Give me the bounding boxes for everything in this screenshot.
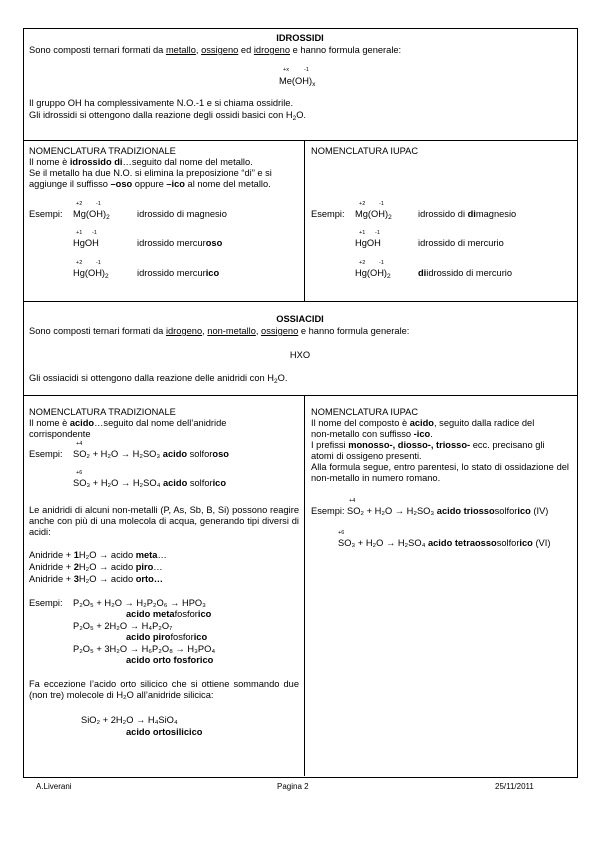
phosphoric-eq-2: P₂O₅ + 2H₂O → H₄P₂O₇ bbox=[73, 621, 173, 631]
esempi-label: Esempi: bbox=[311, 209, 345, 219]
oxidation-number: +4 bbox=[349, 498, 356, 504]
oxidation-number: +2 bbox=[359, 201, 366, 207]
iupac-line-2: non-metallo con suffisso -ico. bbox=[311, 429, 433, 439]
iupac-line-4: atomi di ossigeno presenti. bbox=[311, 451, 422, 461]
iupac-line-1: Il nome del composto è acido, seguito dalla radice del bbox=[311, 418, 535, 428]
compound-name: idrossido mercurico bbox=[137, 268, 220, 278]
paragraph-anidridi: Le anidridi di alcuni non-metalli (P, As, Sb, B, Si) possono reagire anche con più di una molecola di acqua, generando tipi diversi di acidi: bbox=[29, 505, 299, 538]
compound-name: idrossido di magnesio bbox=[137, 209, 227, 219]
trad-line-1: Il nome è acido…seguito dal nome dell’anidride bbox=[29, 418, 227, 428]
oh-line: Il gruppo OH ha complessivamente N.O.-1 e si chiama ossidrile. bbox=[29, 98, 294, 108]
heading-iupac: NOMENCLATURA IUPAC bbox=[311, 407, 419, 417]
phosphoric-eq-3: P₂O₅ + 3H₂O → H₆P₂O₈ → H₃PO₄ bbox=[73, 644, 216, 654]
column-divider bbox=[304, 395, 305, 776]
esempi-label: Esempi: bbox=[29, 598, 63, 608]
formula: $Hg(OH)_2$ bbox=[355, 268, 391, 280]
compound-name: diidrossido di mercurio bbox=[418, 268, 513, 278]
iupac-example-2: SO₃ + H₂O → H₂SO₄ acido tetraossosolforico (VI) bbox=[338, 538, 551, 548]
formula: HgOH bbox=[73, 238, 99, 248]
general-formula: HXO bbox=[289, 350, 311, 360]
oxidation-number: +1 bbox=[76, 230, 83, 236]
oxidation-number: +2 bbox=[359, 260, 366, 266]
oxidation-number: -1 bbox=[96, 201, 101, 207]
oxidation-number: +4 bbox=[76, 441, 83, 447]
oxidation-number: +x bbox=[283, 67, 289, 73]
anidride-piro: Anidride + 2H₂O → acido piro… bbox=[29, 562, 163, 572]
paragraph-silicico: Fa eccezione l’acido orto silicico che si ottiene sommando due (non tre) molecole di H₂O all’anidride silicica: bbox=[29, 679, 299, 701]
oxidation-number: +6 bbox=[338, 530, 345, 536]
column-divider bbox=[304, 140, 305, 301]
compound-name: idrossido di dimagnesio bbox=[418, 209, 517, 219]
heading-trad: NOMENCLATURA TRADIZIONALE bbox=[29, 407, 176, 417]
idrossidi-intro: Sono composti ternari formati da metallo, ossigeno ed idrogeno e hanno formula generale: bbox=[29, 45, 402, 55]
esempi-label: Esempi: bbox=[311, 506, 345, 516]
oxidation-number: +1 bbox=[359, 230, 366, 236]
example-1-eq: SO₂ + H₂O → H₂SO₃ acido solforoso bbox=[73, 449, 229, 459]
phosphoric-name-3: acido orto fosforico bbox=[126, 655, 214, 665]
phosphoric-name-2: acido pirofosforico bbox=[126, 632, 208, 642]
oxidation-number: +2 bbox=[76, 201, 83, 207]
phosphoric-name-1: acido metafosforico bbox=[126, 609, 212, 619]
trad-line-2: Se il metallo ha due N.O. si elimina la preposizione “di” e si bbox=[29, 168, 272, 178]
heading-trad: NOMENCLATURA TRADIZIONALE bbox=[29, 146, 176, 156]
example-2-eq: SO₃ + H₂O → H₂SO₄ acido solforico bbox=[73, 478, 227, 488]
oxidation-number: -1 bbox=[92, 230, 97, 236]
iupac-example-1: SO₂ + H₂O → H₂SO₃ acido triossosolforico (IV) bbox=[347, 506, 549, 516]
oxidation-number: +6 bbox=[76, 470, 83, 476]
general-formula: $Me(OH)_x$ bbox=[279, 76, 316, 88]
silicic-eq: SiO₂ + 2H₂O → H₄SiO₄ bbox=[81, 715, 178, 725]
footer-date: 25/11/2011 bbox=[495, 782, 534, 791]
phosphoric-eq-1: P₂O₅ + H₂O → H₂P₂O₆ → HPO₃ bbox=[73, 598, 206, 608]
iupac-line-5: Alla formula segue, entro parentesi, lo stato di ossidazione del non-metallo in numero romano. bbox=[311, 462, 569, 484]
formula: $Mg(OH)_2$ bbox=[355, 209, 392, 221]
oxidation-number: -1 bbox=[375, 230, 380, 236]
anidride-meta: Anidride + 1H₂O → acido meta… bbox=[29, 550, 167, 560]
heading-iupac: NOMENCLATURA IUPAC bbox=[311, 146, 419, 156]
trad-line-3: aggiunge il suffisso –oso oppure –ico al nome del metallo. bbox=[29, 179, 271, 189]
trad-line-2: corrispondente bbox=[29, 429, 91, 439]
divider bbox=[23, 301, 577, 302]
oxidation-number: -1 bbox=[379, 201, 384, 207]
section-title-ossiacidi: OSSIACIDI bbox=[276, 314, 324, 324]
oxidation-number: +2 bbox=[76, 260, 83, 266]
oxidation-number: -1 bbox=[96, 260, 101, 266]
ossiacidi-intro: Sono composti ternari formati da idrogeno, non-metallo, ossigeno e hanno formula generale: bbox=[29, 326, 410, 336]
formula: $Mg(OH)_2$ bbox=[73, 209, 110, 221]
formula: HgOH bbox=[355, 238, 381, 248]
oxidation-number: -1 bbox=[304, 67, 309, 73]
divider bbox=[23, 395, 577, 396]
footer-author: A.Liverani bbox=[36, 782, 72, 791]
formula: $Hg(OH)_2$ bbox=[73, 268, 109, 280]
gen-line: Gli ossiacidi si ottengono dalla reazione delle anidridi con $H_2O$. bbox=[29, 373, 288, 385]
gen-line: Gli idrossidi si ottengono dalla reazione degli ossidi basici con $H_2O$. bbox=[29, 110, 307, 122]
anidride-orto: Anidride + 3H₂O → acido orto… bbox=[29, 574, 164, 584]
compound-name: idrossido mercuroso bbox=[137, 238, 223, 248]
footer-page: Pagina 2 bbox=[277, 782, 309, 791]
example-1: Esempi: bbox=[29, 449, 63, 459]
esempi-label: Esempi: bbox=[29, 209, 63, 219]
divider bbox=[23, 140, 577, 141]
silicic-name: acido ortosilicico bbox=[126, 727, 203, 737]
oxidation-number: -1 bbox=[379, 260, 384, 266]
section-title-idrossidi: IDROSSIDI bbox=[276, 33, 324, 43]
compound-name: idrossido di mercurio bbox=[418, 238, 504, 248]
trad-line-1: Il nome è idrossido di…seguito dal nome del metallo. bbox=[29, 157, 253, 167]
iupac-line-3: I prefissi monosso-, diosso-, triosso- ecc. precisano gli bbox=[311, 440, 545, 450]
